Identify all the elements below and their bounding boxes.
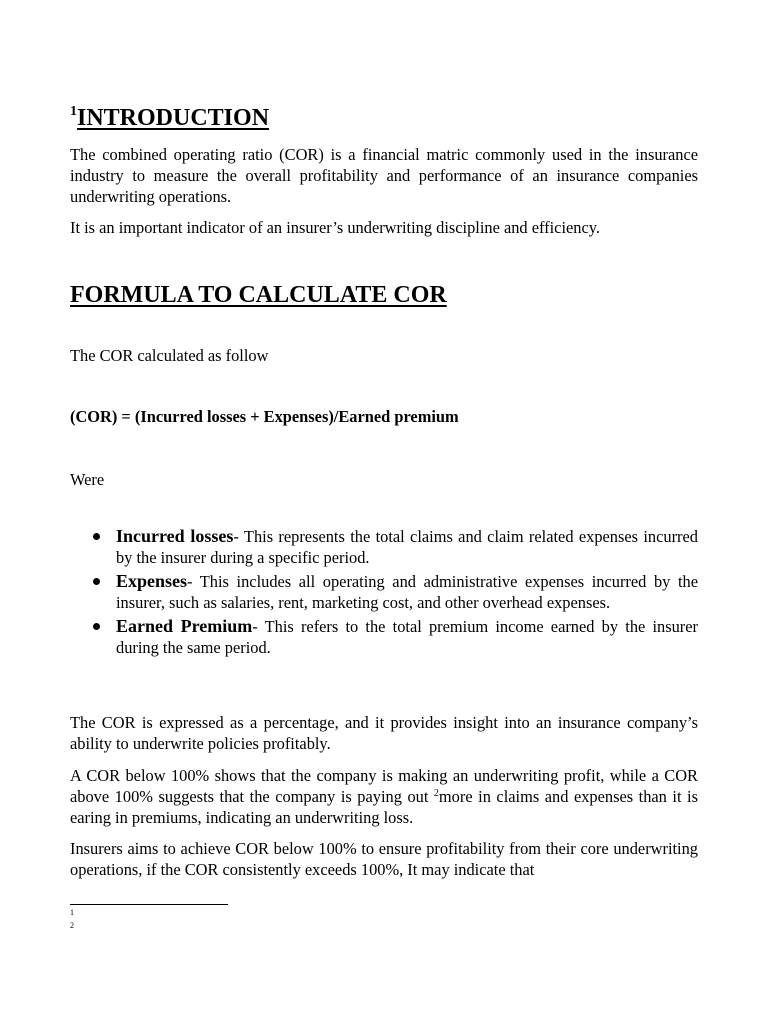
footnote-1: 1 [70,908,74,917]
bullet-icon [93,623,100,630]
formula-heading [70,281,698,309]
intro-paragraph-1: The combined operating ratio (COR) is a financial matric commonly used in the insurance industry to measure the overall profitability and performance of an insurance companies underwriting operations. [70,145,698,206]
footnote-2: 2 [70,921,74,930]
were-label: Were [70,470,105,489]
term-incurred-losses: Incurred losses [116,526,234,546]
formula-heading-text: FORMULA TO CALCULATE COR [70,282,447,308]
list-item [70,526,698,568]
definition-list [70,526,698,661]
bullet-icon [93,533,100,540]
term-earned-premium: Earned Premium [116,616,253,636]
definition-text: - This represents the total claims and claim related expenses incurred by the insurer during a specific period. [116,527,698,567]
definition-text: - This refers to the total premium income earned by the insurer during the same period. [116,617,699,657]
term-expenses: Expenses [116,571,188,591]
intro-heading-text: INTRODUCTION [77,105,270,131]
intro-heading [70,104,698,132]
intro-paragraph-2: It is an important indicator of an insurer’s underwriting discipline and efficiency. [70,218,600,237]
body-paragraph-2 [70,765,698,828]
body-paragraph-2-start: A COR below 100% shows that the company is making an underwriting profit, while a COR above 100% suggests that the company is paying out [70,766,698,806]
formula-lead: The COR calculated as follow [70,346,269,365]
bullet-icon [93,578,100,585]
definition-text: - This includes all operating and administrative expenses incurred by the insurer, such as salaries, rent, marketing cost, and other overhead expenses. [116,572,698,612]
list-item [70,616,698,658]
list-item [70,571,698,613]
body-paragraph-2-end: more in claims and expenses than it is earing in premiums, indicating an underwriting loss. [70,787,698,827]
footnote-ref-2: 2 [433,788,439,799]
cor-formula: (COR) = (Incurred losses + Expenses)/Earned premium [70,407,459,426]
footnote-ref-1: 1 [70,104,77,119]
body-paragraph-1: The COR is expressed as a percentage, and it provides insight into an insurance company’s ability to underwrite policies profitably. [70,713,698,753]
footnote-separator [70,904,228,905]
body-paragraph-3: Insurers aims to achieve COR below 100% to ensure profitability from their core underwriting operations, if the COR consistently exceeds 100%, It may indicate that [70,839,698,879]
